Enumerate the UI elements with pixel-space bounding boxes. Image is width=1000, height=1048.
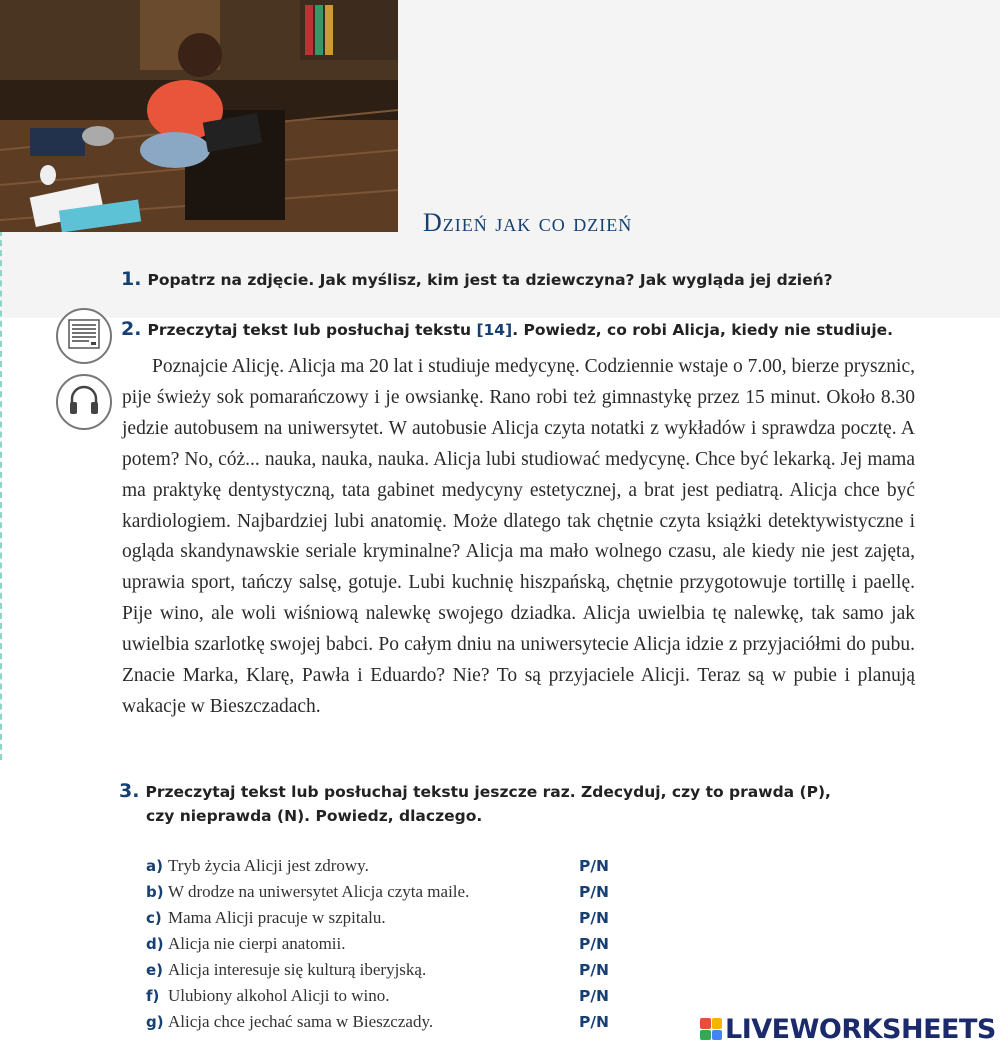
answer-choice-p-n[interactable]: P/N bbox=[579, 935, 609, 953]
statement-letter: g) bbox=[146, 1013, 164, 1031]
task-1-text: Popatrz na zdjęcie. Jak myślisz, kim jest ta dziewczyna? Jak wygląda jej dzień? bbox=[147, 271, 833, 289]
task-2-text-before: Przeczytaj tekst lub posłuchaj tekstu bbox=[147, 321, 477, 339]
statement-letter: b) bbox=[146, 883, 164, 901]
statement-text: Alicja nie cierpi anatomii. bbox=[168, 934, 346, 953]
task-1 bbox=[121, 268, 833, 290]
text-icon-button[interactable] bbox=[56, 308, 112, 364]
answer-choice-p-n[interactable]: P/N bbox=[579, 857, 609, 875]
statement-letter: e) bbox=[146, 961, 164, 979]
task-2 bbox=[121, 318, 893, 340]
task-3-number: 3. bbox=[119, 780, 140, 802]
logo-square-green bbox=[700, 1030, 711, 1041]
statement-text: Alicja chce jechać sama w Bieszczady. bbox=[168, 1012, 434, 1031]
true-false-statements bbox=[146, 853, 626, 1035]
liveworksheets-logo-icon bbox=[700, 1018, 722, 1040]
answer-choice-p-n[interactable]: P/N bbox=[579, 1013, 609, 1031]
answer-choice-p-n[interactable]: P/N bbox=[579, 883, 609, 901]
statement-letter: a) bbox=[146, 857, 163, 875]
page-edge-dotted-line bbox=[0, 230, 4, 760]
text-document-icon bbox=[67, 317, 101, 356]
statement-text: Tryb życia Alicji jest zdrowy. bbox=[168, 856, 369, 875]
statement-item bbox=[146, 879, 626, 905]
task-3 bbox=[119, 779, 839, 828]
statement-letter: c) bbox=[146, 909, 162, 927]
reading-text bbox=[122, 352, 915, 723]
statement-text: Alicja interesuje się kulturą iberyjską. bbox=[168, 960, 427, 979]
statement-text: W drodze na uniwersytet Alicja czyta maile. bbox=[168, 882, 470, 901]
logo-square-blue bbox=[712, 1030, 723, 1041]
statement-letter: f) bbox=[146, 987, 160, 1005]
statement-item bbox=[146, 853, 626, 879]
task-3-line-1: Przeczytaj tekst lub posłuchaj tekstu jeszcze raz. Zdecyduj, czy to prawda (P), bbox=[145, 783, 831, 801]
audio-track-reference[interactable]: [14] bbox=[476, 321, 513, 339]
page-title: Dzień jak co dzień bbox=[423, 208, 633, 237]
brand-name: LIVEWORKSHEETS bbox=[725, 1013, 996, 1045]
liveworksheets-brand[interactable] bbox=[700, 1013, 996, 1045]
answer-choice-p-n[interactable]: P/N bbox=[579, 987, 609, 1005]
audio-play-button[interactable] bbox=[56, 374, 112, 430]
statement-text: Ulubiony alkohol Alicji to wino. bbox=[168, 986, 390, 1005]
statement-item bbox=[146, 983, 626, 1009]
task-2-text-after: . Powiedz, co robi Alicja, kiedy nie studiuje. bbox=[512, 321, 894, 339]
statement-item bbox=[146, 931, 626, 957]
reading-paragraph: Poznajcie Alicję. Alicja ma 20 lat i studiuje medycynę. Codziennie wstaje o 7.00, bierze prysznic, pije świeży sok pomarańczowy i je owsiankę. Rano robi też gimnastykę przez 15 minut. Około 8.30 jedzie autobusem na uniwersytet. W autobusie Alicja czyta notatki z wykładów i sprawdza pocztę. A potem? No, cóż... nauka, nauka, nauka. Alicja lubi studiować medycynę. Chce być lekarką. Jej mama ma praktykę dentystyczną, tata gabinet medycyny estetycznej, a brat jest pediatrą. Alicja chce być kardiologiem. Najbardziej lubi anatomię. Może dlatego tak chętnie czyta książki detektywistyczne i ogląda skandynawskie seriale kryminalne? Alicja ma mało wolnego czasu, ale kiedy nie jest zajęta, uprawia sport, tańczy salsę, gotuje. Lubi kuchnię hiszpańską, chętnie przygotowuje tortillę i paellę. Pije wino, ale woli wiśniową nalewkę swojego dziadka. Alicja uwielbia tę nalewkę, tak samo jak uwielbia szarlotkę swojej babci. Po całym dniu na uniwersytecie Alicja idzie z przyjaciółmi do pubu. Znacie Marka, Klarę, Pawła i Eduardo? Nie? To są przyjaciele Alicji. Teraz są w pubie i planują wakacje w Bieszczadach. bbox=[122, 356, 915, 717]
statement-letter: d) bbox=[146, 935, 164, 953]
logo-square-red bbox=[700, 1018, 711, 1029]
answer-choice-p-n[interactable]: P/N bbox=[579, 961, 609, 979]
statement-text: Mama Alicji pracuje w szpitalu. bbox=[168, 908, 386, 927]
task-1-number: 1. bbox=[121, 268, 142, 290]
task-3-line-2: czy nieprawda (N). Powiedz, dlaczego. bbox=[146, 807, 483, 825]
statement-item bbox=[146, 905, 626, 931]
statement-item bbox=[146, 957, 626, 983]
task-2-number: 2. bbox=[121, 318, 142, 340]
answer-choice-p-n[interactable]: P/N bbox=[579, 909, 609, 927]
logo-square-yellow bbox=[712, 1018, 723, 1029]
headphones-icon bbox=[66, 382, 102, 423]
girl-with-laptop-photo bbox=[0, 0, 398, 232]
statement-item bbox=[146, 1009, 626, 1035]
